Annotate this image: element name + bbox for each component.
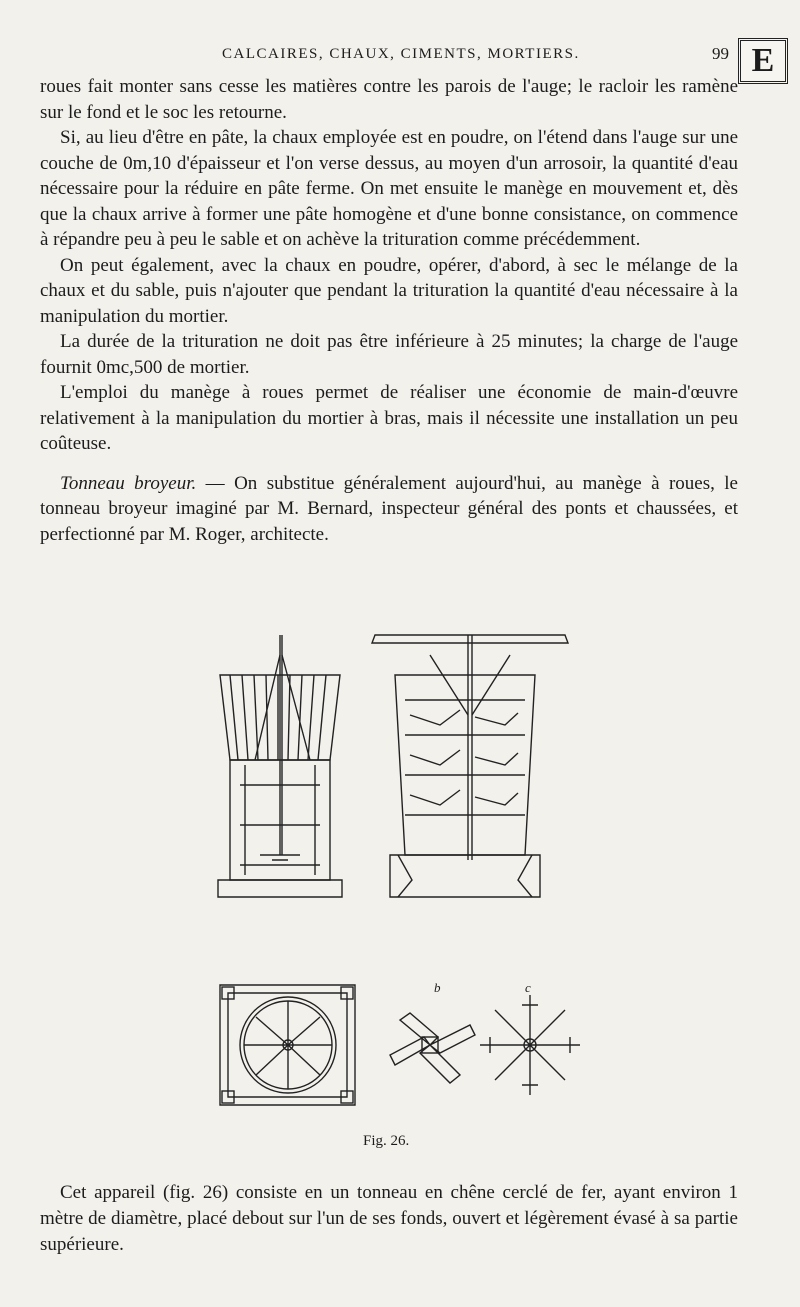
figure-caption: Fig. 26. bbox=[363, 1133, 410, 1149]
library-stamp: E bbox=[738, 38, 788, 84]
paragraph-5: L'emploi du manège à roues permet de réaliser une économie de main-d'œuvre relativement à la manipulation du mortier à bras, mais il nécessite une installation un peu coûteuse. bbox=[40, 382, 738, 454]
tonneau-text: — On substitue généralement aujourd'hui, au manège à roues, le tonneau broyeur imaginé par M. Bernard, inspecteur général des ponts et chaussées, et perfectionné par M. Roger, architecte. bbox=[40, 472, 738, 545]
closing-paragraph: Cet appareil (fig. 26) consiste en un tonneau en chêne cerclé de fer, ayant environ 1 mètre de diamètre, placé debout sur l'un de ses fonds, ouvert et légèrement évasé à sa partie supérieure. bbox=[40, 1182, 738, 1255]
closing-text bbox=[40, 1180, 738, 1258]
running-title: CALCAIRES, CHAUX, CIMENTS, MORTIERS. bbox=[222, 46, 580, 62]
paragraph-1: roues fait monter sans cesse les matières contre les parois de l'auge; le racloir les ramène sur le fond et le soc les retourne. bbox=[40, 76, 738, 123]
machine-illustration bbox=[200, 625, 600, 1135]
figure-label-b: b bbox=[434, 980, 441, 995]
section-title: Tonneau broyeur. bbox=[60, 472, 197, 494]
figure-26-drawing bbox=[200, 625, 600, 1155]
figure-label-c: c bbox=[525, 980, 531, 995]
page-number: 99 bbox=[712, 44, 729, 63]
paragraph-3: On peut également, avec la chaux en poudre, opérer, d'abord, à sec le mélange de la chaux et du sable, puis n'ajouter que pendant la trituration la quantité d'eau nécessaire à la manipulation du mortier. bbox=[40, 254, 738, 327]
body-text bbox=[40, 74, 738, 547]
page-header bbox=[0, 44, 800, 68]
paragraph-4: La durée de la trituration ne doit pas être inférieure à 25 minutes; la charge de l'auge fournit 0mc,500 de mortier. bbox=[40, 331, 738, 378]
paragraph-2: Si, au lieu d'être en pâte, la chaux employée est en poudre, on l'étend dans l'auge sur une couche de 0m,10 d'épaisseur et l'on verse dessus, au moyen d'un arrosoir, la quantité d'eau nécessaire pour la réduire en pâte ferme. On met ensuite le manège en mouvement et, dès que la chaux arrive à former une pâte homogène et d'une bonne consistance, on commence à répandre peu à peu le sable et on achève la trituration comme précédemment. bbox=[40, 127, 738, 250]
paragraph-tonneau bbox=[40, 471, 738, 548]
